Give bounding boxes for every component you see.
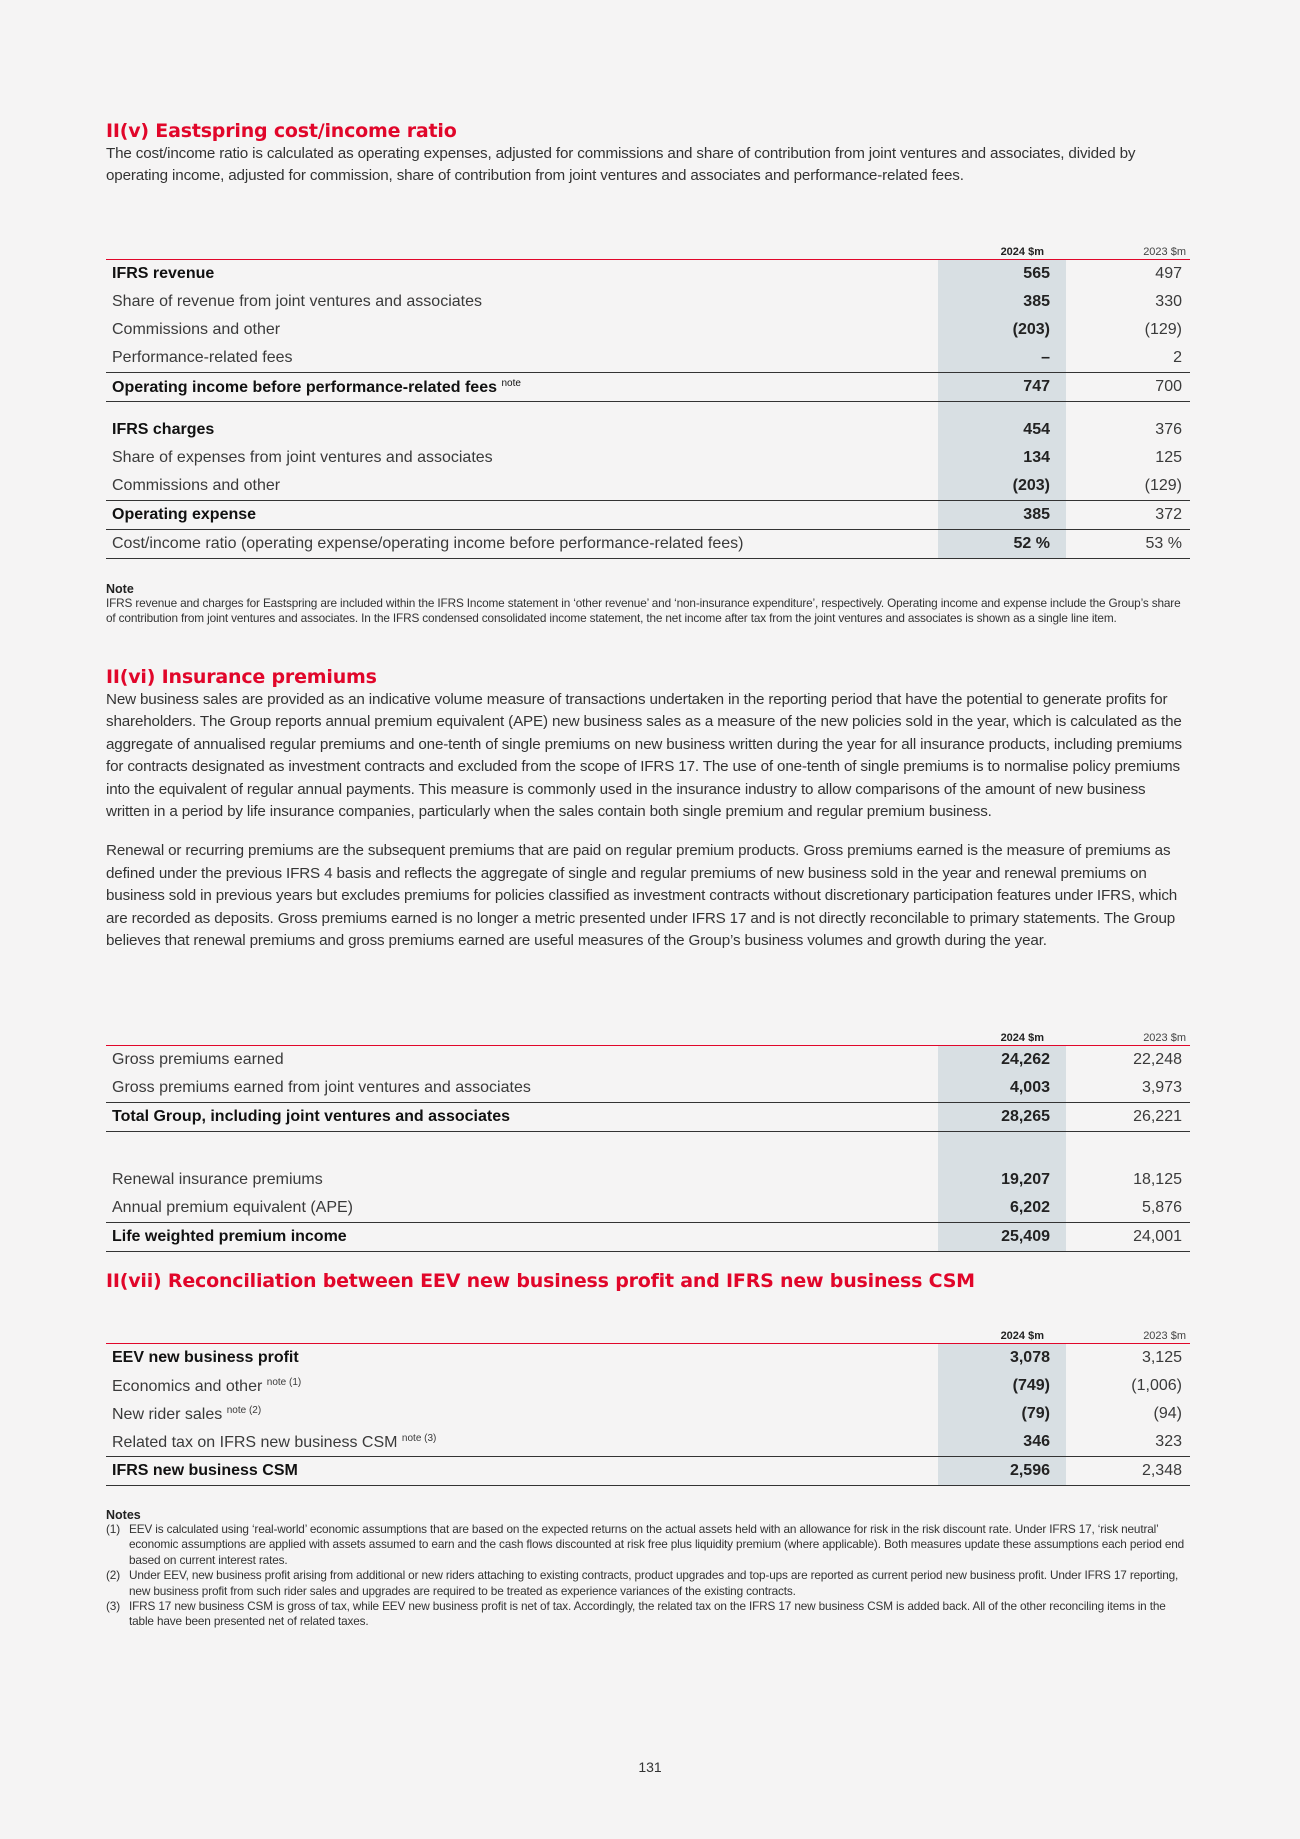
premiums-table [106,1024,1190,1252]
table-row: Related tax on IFRS new business CSM $^{note (3)}$ 346 323 [106,1428,1190,1457]
note-item: (1) EEV is calculated using ‘real-world’ economic assumptions that are based on the expected returns on the actual assets held with an allowance for risk in the risk discount rate. Under IFRS 17, ‘risk neutral’ economic assumptions are applied with assets assumed to earn and the cash flows discounted at risk free plus liquidity premium (where applicable). Both measures update these assumptions each period end based on current interest rates. [106,1522,1185,1567]
table-row: IFRS charges 454 376 [106,416,1190,444]
table-row: Renewal insurance premiums 19,207 18,125 [106,1166,1190,1194]
table-row-total: IFRS new business CSM 2,596 2,348 [106,1457,1190,1486]
table-row: New rider sales $^{note (2)}$ (79) (94) [106,1400,1190,1428]
section-insurance-premiums [106,666,1190,952]
table-row: Share of revenue from joint ventures and associates 385 330 [106,288,1190,316]
table-row: Gross premiums earned from joint ventures and associates 4,003 3,973 [106,1074,1190,1103]
table-row: Cost/income ratio (operating expense/operating income before performance-related fees) 52 % 53 % [106,530,1190,559]
table-header [106,238,1190,260]
section-reconciliation [106,1270,1190,1292]
note-item: (2) Under EEV, new business profit arising from additional or new riders attaching to existing contracts, product upgrades and top-ups are reported as current period new business profit. Under IFRS 17 reporting, new business profit from such rider sales and upgrades are required to be treated as experience variances of the existing contracts. [106,1568,1179,1598]
table-row-total: Total Group, including joint ventures and associates 28,265 26,221 [106,1103,1190,1132]
table-header: 2024 $m 2023 $m [106,1024,1190,1046]
eastspring-note: Note IFRS revenue and charges for Eastspring are included within the IFRS Income statement in ‘other revenue’ and ‘non-insurance expenditure’, respectively. Operating income and expense include the Group’s share of contribution from joint ventures and associates. In the IFRS condensed consolidated income statement, the net income after tax from the joint ventures and associates is shown as a single line item. [106,582,1181,626]
cost-income-table [106,238,1190,559]
table-row: Commissions and other (203) (129) [106,472,1190,501]
table-header: 2024 $m 2023 $m [106,1322,1190,1344]
table-row-total: Operating income before performance-related fees $^{note}$ 747 700 [106,373,1190,402]
section-eastspring [106,120,1190,188]
page-number: 131 [638,1759,662,1775]
table-row: Performance-related fees – 2 [106,344,1190,373]
table-row-total: Life weighted premium income 25,409 24,001 [106,1223,1190,1252]
col-2023: 2023 $m [1066,238,1190,260]
table-row: Share of expenses from joint ventures and associates 134 125 [106,444,1190,472]
note-item: (3) IFRS 17 new business CSM is gross of tax, while EEV new business profit is net of tax. Accordingly, the related tax on the IFRS 17 new business CSM is added back. All of the other reconciling items in the table have been presented net of related taxes. [106,1599,1166,1629]
paragraph: Renewal or recurring premiums are the subsequent premiums that are paid on regular premium products. Gross premiums earned is the measure of premiums as defined under the previous IFRS 4 basis and reflects the aggregate of single and regular premiums of new business sold in the year and renewal premiums on business sold in previous years but excludes premiums for policies classified as investment contracts without discretionary participation features under IFRS, which are recorded as deposits. Gross premiums earned is no longer a metric presented under IFRS 17 and is not directly reconcilable to primary statements. The Group believes that renewal premiums and gross premiums earned are useful measures of the Group’s business volumes and growth during the year. [106,842,1178,950]
reconciliation-table [106,1322,1190,1486]
reconciliation-notes: Notes (1) EEV is calculated using ‘real-world’ economic assumptions that are based on the expected returns on the actual assets held with an allowance for risk in the risk discount rate. Under IFRS 17, ‘risk neutral’ economic assumptions are applied with assets assumed to earn and the cash flows discounted at risk free plus liquidity premium (where applicable). Both measures update these assumptions each period end based on current interest rates. (2) Under EEV, new business profit arising from additional or new riders attaching to existing contracts, product upgrades and top-ups are reported as current period new business profit. Under IFRS 17 reporting, new business profit from such rider sales and upgrades are required to be treated as experience variances of the existing contracts. (3) IFRS 17 new business CSM is gross of tax, while EEV new business profit is net of tax. Accordingly, the related tax on the IFRS 17 new business CSM is added back. All of the other reconciling items in the table have been presented net of related taxes. [106,1508,1190,1630]
table-row: Annual premium equivalent (APE) 6,202 5,876 [106,1194,1190,1223]
table-row: IFRS revenue 565 497 [106,260,1190,289]
table-row: Commissions and other (203) (129) [106,316,1190,344]
section-title: II(v) Eastspring cost/income ratio [106,120,457,142]
col-2024: 2024 $m [938,238,1066,260]
table-row: Economics and other $^{note (1)}$ (749) (1,006) [106,1372,1190,1400]
section-intro: The cost/income ratio is calculated as operating expenses, adjusted for commissions and share of contribution from joint ventures and associates, divided by operating income, adjusted for commission, share of contribution from joint ventures and associates and performance-related fees. [106,145,1136,185]
table-row-total: Operating expense 385 372 [106,501,1190,530]
paragraph: New business sales are provided as an indicative volume measure of transactions undertaken in the reporting period that have the potential to generate profits for shareholders. The Group reports annual premium equivalent (APE) new business sales as a measure of the new policies sold in the year, which is calculated as the aggregate of annualised regular premiums and one-tenth of single premiums on new business written during the year for all insurance products, including premiums for contracts designated as investment contracts and excluded from the scope of IFRS 17. The use of one-tenth of single premiums is to normalise policy premiums into the equivalent of regular annual payments. This measure is commonly used in the insurance industry to allow comparisons of the amount of new business written in a period by life insurance companies, particularly when the sales contain both single premium and regular premium business. [106,691,1183,821]
table-row: EEV new business profit 3,078 3,125 [106,1344,1190,1373]
table-row: Gross premiums earned 24,262 22,248 [106,1046,1190,1075]
section-title: II(vi) Insurance premiums [106,666,377,688]
section-title: II(vii) Reconciliation between EEV new business profit and IFRS new business CSM [106,1270,975,1292]
